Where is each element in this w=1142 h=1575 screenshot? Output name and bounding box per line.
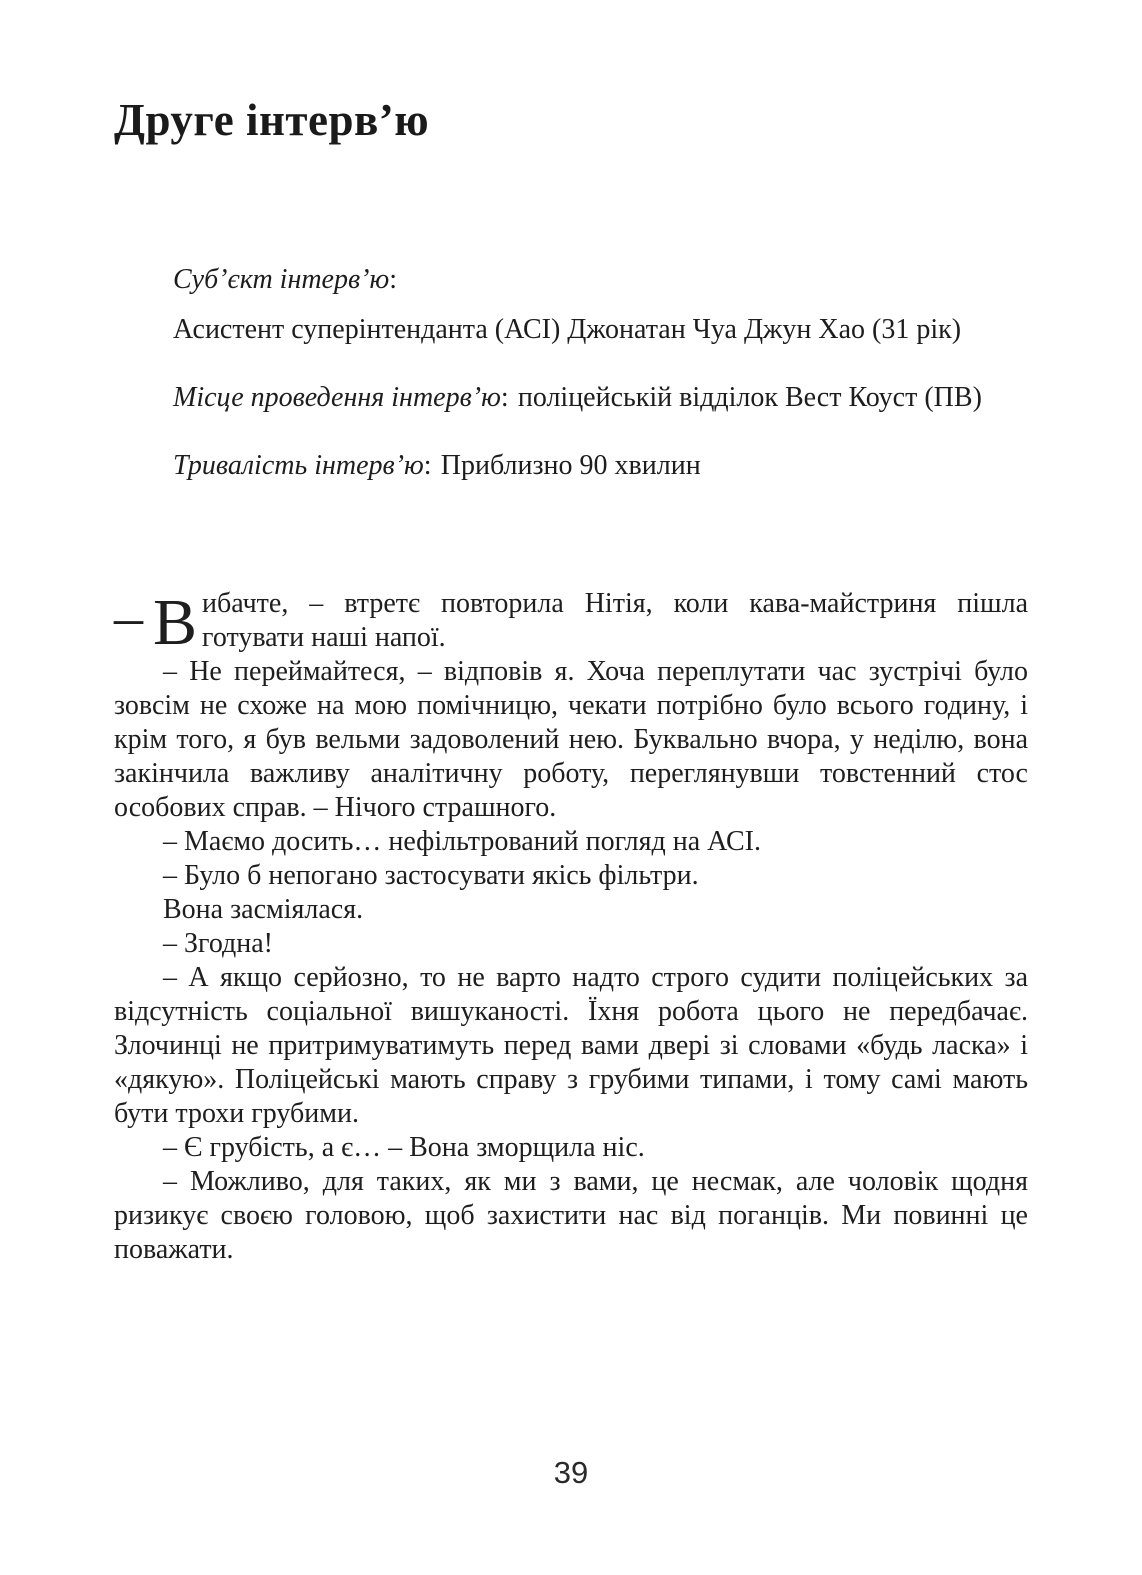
meta-duration-line (173, 448, 1028, 483)
meta-subject-label-line (173, 262, 1028, 297)
meta-location-value: поліцейській відділок Вест Коуст (ПВ) (517, 381, 982, 413)
drop-cap-group (114, 583, 198, 659)
meta-location-line (173, 380, 1028, 415)
dialogue-paragraph: – Можливо, для таких, як ми з вами, це несмак, але чоловік щодня ризикує своєю головою, щоб захистити нас від поганців. Ми повинні це поважати. (114, 1165, 1028, 1265)
dialogue-paragraph: – Було б непогано застосувати якісь фільтри. (163, 859, 699, 891)
page-number: 39 (553, 1455, 589, 1490)
dialogue-paragraph: – Згодна! (163, 927, 273, 959)
meta-subject-colon: : (389, 263, 397, 295)
meta-location-label: Місце проведення інтерв’ю (173, 381, 501, 413)
meta-subject-value: Асистент суперінтенданта (АСІ) Джонатан Чуа Джун Хао (31 рік) (173, 313, 962, 345)
meta-duration-value: Приблизно 90 хвилин (440, 449, 701, 481)
meta-duration-label: Тривалість інтерв’ю (173, 449, 424, 481)
chapter-title: Друге інтерв’ю (114, 95, 430, 145)
meta-duration-colon: : (423, 449, 432, 481)
dialogue-paragraph: – Не переймайтеся, – відповів я. Хоча переплутати час зустрічі було зовсім не схоже на мою помічницю, чекати потрібно було всього годину, і крім того, я був вельми задоволений нею. Буквально вчора, у неділю, вона закінчила важливу аналітичну роботу, переглянувши товстенний стос особових справ. – Нічого страшного. (114, 655, 1028, 823)
opening-paragraph-text: ибачте, – втретє повторила Нітія, коли кава-майстриня пішла готувати наші напої. (202, 587, 1028, 653)
opening-dialogue-dash: – (114, 583, 143, 649)
meta-subject-label: Суб’єкт інтерв’ю (173, 263, 390, 295)
dialogue-paragraph: – А якщо серйозно, то не варто надто строго судити поліцейських за відсутність соціальної вишуканості. Їхня робота цього не передбачає. Злочинці не притримуватимуть перед вами двері зі словами «будь ласка» і «дякую». Поліцейські мають справу з грубими типами, і тому самі мають бути трохи грубими. (114, 961, 1028, 1129)
meta-location-colon: : (500, 381, 509, 413)
interview-meta-block (173, 262, 1028, 483)
opening-paragraph (114, 583, 1028, 659)
drop-cap-letter: В (153, 585, 198, 659)
body-text-block (114, 583, 1028, 1267)
dialogue-paragraph: – Є грубість, а є… – Вона зморщила ніс. (163, 1131, 645, 1163)
dialogue-paragraph: – Маємо досить… нефільтрований погляд на АСІ. (163, 825, 761, 857)
narration-paragraph: Вона засміялася. (163, 893, 364, 925)
